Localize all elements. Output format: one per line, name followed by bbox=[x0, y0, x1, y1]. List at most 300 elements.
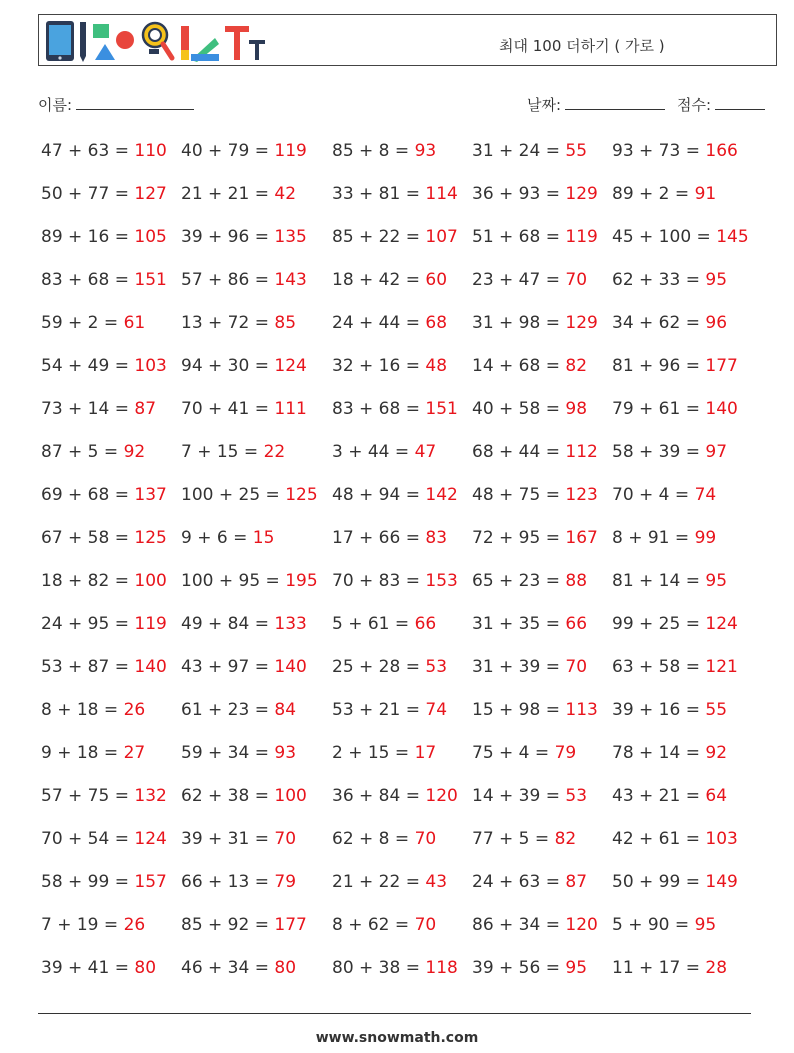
problem-item bbox=[472, 528, 598, 548]
problem-answer: 112 bbox=[565, 442, 598, 462]
problem-item bbox=[181, 614, 307, 634]
problem-answer: 121 bbox=[705, 657, 738, 677]
problem-item bbox=[41, 915, 145, 935]
problem-answer: 92 bbox=[705, 743, 728, 763]
problem-answer: 82 bbox=[554, 829, 577, 849]
problem-question: 15 + 98 = bbox=[472, 700, 566, 720]
problem-answer: 70 bbox=[565, 657, 588, 677]
problem-answer: 82 bbox=[565, 356, 588, 376]
name-field bbox=[38, 94, 194, 115]
problem-item bbox=[41, 141, 167, 161]
problem-question: 9 + 18 = bbox=[41, 743, 124, 763]
problem-answer: 85 bbox=[274, 313, 297, 333]
problem-answer: 22 bbox=[263, 442, 286, 462]
problem-item bbox=[332, 829, 436, 849]
problem-item bbox=[612, 442, 727, 462]
problem-item bbox=[612, 141, 738, 161]
problem-answer: 79 bbox=[554, 743, 577, 763]
date-label: 날짜: bbox=[527, 96, 562, 114]
problem-item bbox=[472, 442, 598, 462]
problem-answer: 96 bbox=[705, 313, 728, 333]
problem-question: 45 + 100 = bbox=[612, 227, 717, 247]
problem-item bbox=[41, 571, 167, 591]
problem-answer: 60 bbox=[425, 270, 448, 290]
problem-answer: 99 bbox=[694, 528, 717, 548]
problem-answer: 42 bbox=[274, 184, 297, 204]
problem-item bbox=[332, 399, 458, 419]
problem-question: 51 + 68 = bbox=[472, 227, 566, 247]
problem-question: 79 + 61 = bbox=[612, 399, 706, 419]
problem-question: 63 + 58 = bbox=[612, 657, 706, 677]
problem-answer: 84 bbox=[274, 700, 297, 720]
problem-answer: 17 bbox=[414, 743, 437, 763]
problem-answer: 80 bbox=[274, 958, 297, 978]
footer-divider bbox=[38, 1013, 751, 1014]
problem-item bbox=[332, 442, 436, 462]
problem-answer: 95 bbox=[705, 270, 728, 290]
problem-item bbox=[472, 141, 587, 161]
problem-question: 67 + 58 = bbox=[41, 528, 135, 548]
problem-item bbox=[181, 915, 307, 935]
problem-question: 39 + 16 = bbox=[612, 700, 706, 720]
problem-item bbox=[472, 743, 576, 763]
problem-item bbox=[332, 485, 458, 505]
problem-item bbox=[472, 829, 576, 849]
problem-item bbox=[41, 743, 145, 763]
problem-question: 57 + 86 = bbox=[181, 270, 275, 290]
problem-item bbox=[332, 184, 458, 204]
problem-question: 100 + 25 = bbox=[181, 485, 286, 505]
problem-question: 23 + 47 = bbox=[472, 270, 566, 290]
problem-question: 80 + 38 = bbox=[332, 958, 426, 978]
problem-question: 3 + 44 = bbox=[332, 442, 415, 462]
problem-question: 83 + 68 = bbox=[332, 399, 426, 419]
problem-answer: 119 bbox=[134, 614, 167, 634]
problem-item bbox=[332, 141, 436, 161]
problem-answer: 140 bbox=[134, 657, 167, 677]
problem-question: 86 + 34 = bbox=[472, 915, 566, 935]
problem-item bbox=[181, 270, 307, 290]
problem-question: 25 + 28 = bbox=[332, 657, 426, 677]
problem-answer: 43 bbox=[425, 872, 448, 892]
problem-question: 21 + 21 = bbox=[181, 184, 275, 204]
problem-item bbox=[472, 485, 598, 505]
problem-answer: 129 bbox=[565, 184, 598, 204]
problem-item bbox=[181, 743, 296, 763]
problem-item bbox=[612, 571, 727, 591]
problem-question: 39 + 56 = bbox=[472, 958, 566, 978]
problem-question: 83 + 68 = bbox=[41, 270, 135, 290]
problem-answer: 125 bbox=[285, 485, 318, 505]
problem-question: 18 + 42 = bbox=[332, 270, 426, 290]
problem-question: 54 + 49 = bbox=[41, 356, 135, 376]
problem-question: 81 + 96 = bbox=[612, 356, 706, 376]
tablet-icon bbox=[45, 20, 75, 62]
ruler-color-icon bbox=[179, 20, 219, 62]
problem-answer: 100 bbox=[274, 786, 307, 806]
problem-item bbox=[472, 657, 587, 677]
problem-answer: 55 bbox=[565, 141, 588, 161]
problem-item bbox=[41, 227, 167, 247]
problem-answer: 107 bbox=[425, 227, 458, 247]
problem-question: 85 + 22 = bbox=[332, 227, 426, 247]
problem-item bbox=[181, 657, 307, 677]
problem-question: 48 + 75 = bbox=[472, 485, 566, 505]
problem-question: 39 + 41 = bbox=[41, 958, 135, 978]
problem-answer: 114 bbox=[425, 184, 458, 204]
problem-answer: 120 bbox=[565, 915, 598, 935]
problem-item bbox=[612, 528, 716, 548]
problem-question: 69 + 68 = bbox=[41, 485, 135, 505]
problem-answer: 26 bbox=[123, 915, 146, 935]
problem-question: 17 + 66 = bbox=[332, 528, 426, 548]
problem-item bbox=[612, 485, 716, 505]
problem-item bbox=[181, 528, 274, 548]
problem-question: 14 + 39 = bbox=[472, 786, 566, 806]
problem-question: 72 + 95 = bbox=[472, 528, 566, 548]
problem-item bbox=[332, 872, 447, 892]
problem-answer: 177 bbox=[705, 356, 738, 376]
problem-answer: 123 bbox=[565, 485, 598, 505]
problem-question: 61 + 23 = bbox=[181, 700, 275, 720]
problem-question: 73 + 14 = bbox=[41, 399, 135, 419]
problem-item bbox=[472, 184, 598, 204]
problem-answer: 87 bbox=[565, 872, 588, 892]
problem-question: 14 + 68 = bbox=[472, 356, 566, 376]
problem-answer: 80 bbox=[134, 958, 157, 978]
problem-answer: 137 bbox=[134, 485, 167, 505]
problem-question: 2 + 15 = bbox=[332, 743, 415, 763]
problem-answer: 27 bbox=[123, 743, 146, 763]
problem-question: 70 + 41 = bbox=[181, 399, 275, 419]
problem-answer: 143 bbox=[274, 270, 307, 290]
problem-item bbox=[41, 614, 167, 634]
problem-item bbox=[472, 227, 598, 247]
problem-question: 100 + 95 = bbox=[181, 571, 286, 591]
problem-item bbox=[181, 872, 296, 892]
problem-item bbox=[41, 528, 167, 548]
problem-answer: 135 bbox=[274, 227, 307, 247]
score-field bbox=[677, 94, 765, 115]
problem-question: 11 + 17 = bbox=[612, 958, 706, 978]
problem-answer: 142 bbox=[425, 485, 458, 505]
problem-item bbox=[41, 700, 145, 720]
problem-question: 24 + 95 = bbox=[41, 614, 135, 634]
problem-answer: 47 bbox=[414, 442, 437, 462]
problem-question: 65 + 23 = bbox=[472, 571, 566, 591]
problem-item bbox=[181, 141, 307, 161]
problem-item bbox=[332, 915, 436, 935]
problem-item bbox=[612, 313, 727, 333]
problem-answer: 105 bbox=[134, 227, 167, 247]
problem-answer: 92 bbox=[123, 442, 146, 462]
problem-question: 85 + 92 = bbox=[181, 915, 275, 935]
problem-answer: 151 bbox=[134, 270, 167, 290]
problem-question: 9 + 6 = bbox=[181, 528, 253, 548]
problem-answer: 177 bbox=[274, 915, 307, 935]
problem-item bbox=[181, 786, 307, 806]
problem-question: 62 + 33 = bbox=[612, 270, 706, 290]
problem-question: 57 + 75 = bbox=[41, 786, 135, 806]
problem-answer: 120 bbox=[425, 786, 458, 806]
problem-answer: 127 bbox=[134, 184, 167, 204]
problem-item bbox=[472, 786, 587, 806]
problem-question: 36 + 93 = bbox=[472, 184, 566, 204]
problem-question: 47 + 63 = bbox=[41, 141, 135, 161]
problem-item bbox=[181, 184, 296, 204]
problem-answer: 125 bbox=[134, 528, 167, 548]
problem-item bbox=[181, 227, 307, 247]
problem-question: 85 + 8 = bbox=[332, 141, 415, 161]
score-label: 점수: bbox=[677, 96, 712, 114]
problem-question: 81 + 14 = bbox=[612, 571, 706, 591]
problem-answer: 103 bbox=[134, 356, 167, 376]
problem-answer: 66 bbox=[414, 614, 437, 634]
problem-question: 59 + 34 = bbox=[181, 743, 275, 763]
date-field bbox=[527, 94, 665, 115]
problem-item bbox=[472, 915, 598, 935]
problem-item bbox=[332, 657, 447, 677]
problem-question: 49 + 84 = bbox=[181, 614, 275, 634]
problem-answer: 15 bbox=[252, 528, 275, 548]
problem-answer: 70 bbox=[414, 829, 437, 849]
problem-item bbox=[472, 614, 587, 634]
problem-answer: 110 bbox=[134, 141, 167, 161]
sheet-title: 최대 100 더하기 ( 가로 ) bbox=[499, 37, 665, 55]
problem-item bbox=[612, 915, 716, 935]
problem-item bbox=[181, 442, 285, 462]
problem-question: 58 + 39 = bbox=[612, 442, 706, 462]
problem-question: 93 + 73 = bbox=[612, 141, 706, 161]
problem-answer: 97 bbox=[705, 442, 728, 462]
problem-question: 31 + 39 = bbox=[472, 657, 566, 677]
problem-answer: 98 bbox=[565, 399, 588, 419]
problem-question: 46 + 34 = bbox=[181, 958, 275, 978]
problem-answer: 68 bbox=[425, 313, 448, 333]
problem-answer: 100 bbox=[134, 571, 167, 591]
problem-question: 43 + 97 = bbox=[181, 657, 275, 677]
problem-answer: 124 bbox=[274, 356, 307, 376]
problem-answer: 119 bbox=[565, 227, 598, 247]
problem-answer: 153 bbox=[425, 571, 458, 591]
problem-question: 13 + 72 = bbox=[181, 313, 275, 333]
problem-question: 59 + 2 = bbox=[41, 313, 124, 333]
problem-question: 31 + 35 = bbox=[472, 614, 566, 634]
problem-question: 53 + 21 = bbox=[332, 700, 426, 720]
problem-answer: 166 bbox=[705, 141, 738, 161]
problem-item bbox=[181, 485, 318, 505]
problem-item bbox=[612, 657, 738, 677]
problem-item bbox=[472, 270, 587, 290]
problem-item bbox=[332, 270, 447, 290]
problem-question: 50 + 99 = bbox=[612, 872, 706, 892]
problem-item bbox=[472, 958, 587, 978]
problem-question: 34 + 62 = bbox=[612, 313, 706, 333]
problem-question: 7 + 15 = bbox=[181, 442, 264, 462]
problem-answer: 66 bbox=[565, 614, 588, 634]
problem-question: 8 + 62 = bbox=[332, 915, 415, 935]
name-blank[interactable] bbox=[76, 95, 194, 110]
problem-question: 8 + 91 = bbox=[612, 528, 695, 548]
score-blank[interactable] bbox=[715, 95, 765, 110]
problem-question: 66 + 13 = bbox=[181, 872, 275, 892]
problem-question: 50 + 77 = bbox=[41, 184, 135, 204]
problem-item bbox=[332, 786, 458, 806]
problem-item bbox=[332, 743, 436, 763]
problem-answer: 70 bbox=[414, 915, 437, 935]
problem-question: 36 + 84 = bbox=[332, 786, 426, 806]
problem-answer: 91 bbox=[694, 184, 717, 204]
problem-question: 43 + 21 = bbox=[612, 786, 706, 806]
problem-question: 21 + 22 = bbox=[332, 872, 426, 892]
problem-answer: 129 bbox=[565, 313, 598, 333]
problem-question: 68 + 44 = bbox=[472, 442, 566, 462]
problem-question: 39 + 96 = bbox=[181, 227, 275, 247]
problem-item bbox=[612, 184, 716, 204]
problem-question: 53 + 87 = bbox=[41, 657, 135, 677]
problem-answer: 74 bbox=[425, 700, 448, 720]
text-size-icon bbox=[223, 20, 267, 62]
problem-question: 5 + 61 = bbox=[332, 614, 415, 634]
problem-item bbox=[41, 657, 167, 677]
date-blank[interactable] bbox=[565, 95, 665, 110]
header-icons bbox=[45, 20, 267, 62]
problem-item bbox=[332, 571, 458, 591]
problem-item bbox=[181, 829, 296, 849]
problem-answer: 103 bbox=[705, 829, 738, 849]
problem-answer: 133 bbox=[274, 614, 307, 634]
problem-question: 24 + 44 = bbox=[332, 313, 426, 333]
problem-question: 62 + 38 = bbox=[181, 786, 275, 806]
problem-answer: 48 bbox=[425, 356, 448, 376]
problem-question: 70 + 83 = bbox=[332, 571, 426, 591]
problem-item bbox=[181, 700, 296, 720]
problem-question: 39 + 31 = bbox=[181, 829, 275, 849]
problem-answer: 145 bbox=[716, 227, 749, 247]
problem-question: 8 + 18 = bbox=[41, 700, 124, 720]
problem-question: 42 + 61 = bbox=[612, 829, 706, 849]
problem-question: 33 + 81 = bbox=[332, 184, 426, 204]
problem-item bbox=[41, 872, 167, 892]
problem-item bbox=[332, 356, 447, 376]
problem-answer: 140 bbox=[274, 657, 307, 677]
problem-item bbox=[41, 958, 156, 978]
problem-answer: 70 bbox=[565, 270, 588, 290]
problem-item bbox=[612, 872, 738, 892]
problem-item bbox=[181, 356, 307, 376]
problem-question: 94 + 30 = bbox=[181, 356, 275, 376]
problem-answer: 61 bbox=[123, 313, 146, 333]
problem-question: 48 + 94 = bbox=[332, 485, 426, 505]
problem-answer: 53 bbox=[565, 786, 588, 806]
problem-answer: 124 bbox=[134, 829, 167, 849]
problem-question: 89 + 16 = bbox=[41, 227, 135, 247]
problem-question: 7 + 19 = bbox=[41, 915, 124, 935]
problem-answer: 79 bbox=[274, 872, 297, 892]
magnifier-bulb-icon bbox=[139, 20, 175, 62]
problem-item bbox=[41, 442, 145, 462]
problem-item bbox=[41, 270, 167, 290]
site-url: www.snowmath.com bbox=[315, 1030, 479, 1046]
problem-answer: 119 bbox=[274, 141, 307, 161]
problem-item bbox=[181, 313, 296, 333]
problem-answer: 26 bbox=[123, 700, 146, 720]
problem-answer: 111 bbox=[274, 399, 307, 419]
problem-item bbox=[332, 528, 447, 548]
problem-answer: 149 bbox=[705, 872, 738, 892]
problem-item bbox=[41, 399, 156, 419]
problem-answer: 124 bbox=[705, 614, 738, 634]
problem-answer: 28 bbox=[705, 958, 728, 978]
problem-item bbox=[612, 700, 727, 720]
problem-item bbox=[41, 786, 167, 806]
problem-answer: 167 bbox=[565, 528, 598, 548]
problem-item bbox=[41, 829, 167, 849]
problem-question: 40 + 58 = bbox=[472, 399, 566, 419]
problem-item bbox=[472, 571, 587, 591]
problem-answer: 132 bbox=[134, 786, 167, 806]
problem-item bbox=[612, 399, 738, 419]
problem-answer: 55 bbox=[705, 700, 728, 720]
problem-item bbox=[332, 227, 458, 247]
problem-answer: 74 bbox=[694, 485, 717, 505]
problem-answer: 140 bbox=[705, 399, 738, 419]
shapes-icon bbox=[91, 20, 135, 62]
problem-question: 99 + 25 = bbox=[612, 614, 706, 634]
problem-answer: 64 bbox=[705, 786, 728, 806]
pencil-icon bbox=[79, 20, 87, 62]
problem-question: 32 + 16 = bbox=[332, 356, 426, 376]
problem-item bbox=[41, 485, 167, 505]
problem-item bbox=[332, 614, 436, 634]
problem-item bbox=[612, 356, 738, 376]
problem-item bbox=[332, 313, 447, 333]
problem-answer: 53 bbox=[425, 657, 448, 677]
problem-answer: 95 bbox=[565, 958, 588, 978]
problem-answer: 157 bbox=[134, 872, 167, 892]
problem-question: 5 + 90 = bbox=[612, 915, 695, 935]
problem-question: 31 + 24 = bbox=[472, 141, 566, 161]
problem-answer: 95 bbox=[694, 915, 717, 935]
problem-item bbox=[472, 313, 598, 333]
problem-item bbox=[472, 356, 587, 376]
problem-item bbox=[612, 829, 738, 849]
problem-item bbox=[612, 614, 738, 634]
problem-item bbox=[612, 958, 727, 978]
problem-item bbox=[332, 958, 458, 978]
problem-answer: 151 bbox=[425, 399, 458, 419]
worksheet-header bbox=[38, 14, 777, 66]
problem-item bbox=[332, 700, 447, 720]
problem-question: 70 + 54 = bbox=[41, 829, 135, 849]
problem-question: 58 + 99 = bbox=[41, 872, 135, 892]
problem-item bbox=[472, 872, 587, 892]
problem-question: 87 + 5 = bbox=[41, 442, 124, 462]
problem-item bbox=[181, 399, 307, 419]
problem-item bbox=[41, 356, 167, 376]
problem-question: 89 + 2 = bbox=[612, 184, 695, 204]
problem-answer: 118 bbox=[425, 958, 458, 978]
name-label: 이름: bbox=[38, 96, 73, 114]
problem-question: 75 + 4 = bbox=[472, 743, 555, 763]
problem-answer: 87 bbox=[134, 399, 157, 419]
problem-question: 31 + 98 = bbox=[472, 313, 566, 333]
problem-item bbox=[181, 958, 296, 978]
problem-answer: 83 bbox=[425, 528, 448, 548]
problem-item bbox=[612, 786, 727, 806]
problem-answer: 93 bbox=[414, 141, 437, 161]
problem-answer: 70 bbox=[274, 829, 297, 849]
